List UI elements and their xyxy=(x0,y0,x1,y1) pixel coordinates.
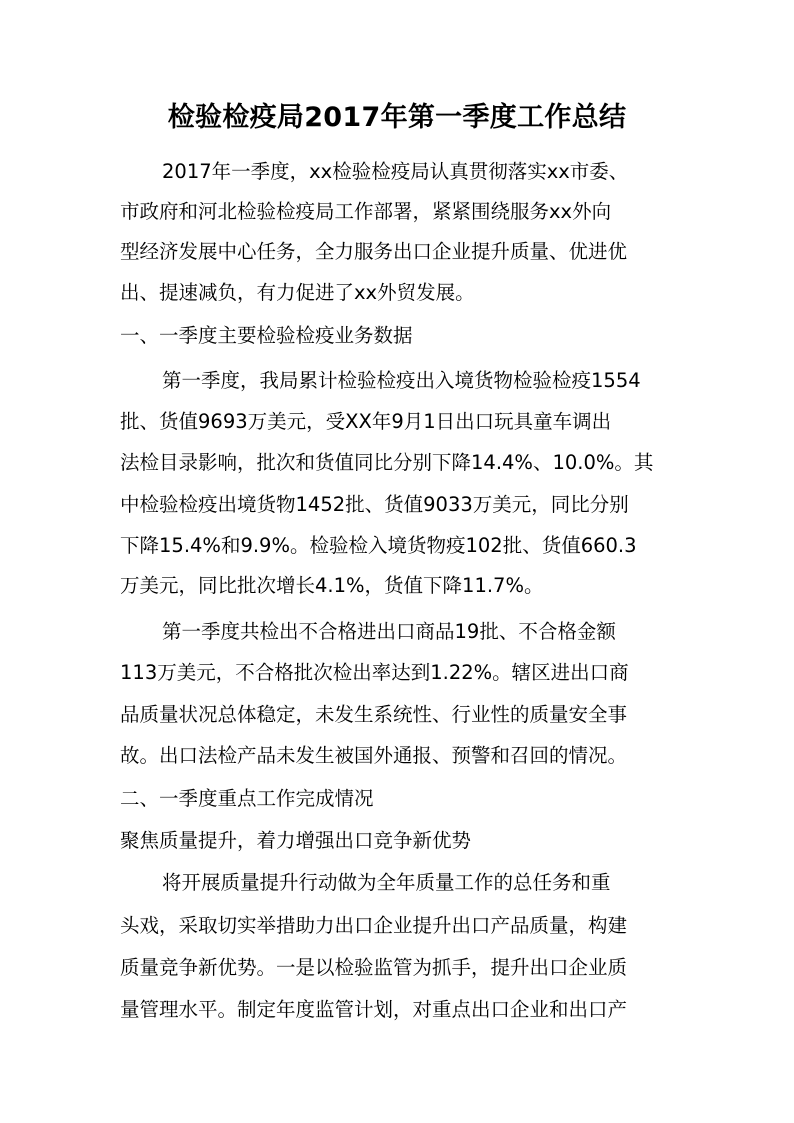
paragraph-line: 量管理水平。制定年度监管计划，对重点出口企业和出口产 xyxy=(120,998,628,1021)
paragraph-line: 113万美元，不合格批次检出率达到1.22%。辖区进出口商 xyxy=(120,661,629,684)
paragraph-line: 品质量状况总体稳定，未发生系统性、行业性的质量安全事 xyxy=(120,703,628,726)
section-heading: 一、一季度主要检验检疫业务数据 xyxy=(120,324,413,347)
paragraph-line: 第一季度共检出不合格进出口商品19批、不合格金额 xyxy=(162,620,616,643)
paragraph-line: 批、货值9693万美元，受XX年9月1日出口玩具童车调出 xyxy=(120,410,612,433)
paragraph-line: 质量竞争新优势。一是以检验监管为抓手，提升出口企业质 xyxy=(120,956,628,979)
document-title: 检验检疫局2017年第一季度工作总结 xyxy=(167,102,627,133)
paragraph-line: 出、提速减负，有力促进了xx外贸发展。 xyxy=(120,281,475,304)
paragraph-line: 故。出口法检产品未发生被国外通报、预警和召回的情况。 xyxy=(120,744,628,767)
paragraph-line: 头戏，采取切实举措助力出口企业提升出口产品质量，构建 xyxy=(120,914,628,937)
section-heading: 二、一季度重点工作完成情况 xyxy=(120,787,374,810)
paragraph-line: 万美元，同比批次增长4.1%，货值下降11.7%。 xyxy=(120,574,544,597)
paragraph-line: 第一季度，我局累计检验检疫出入境货物检验检疫1554 xyxy=(162,369,641,392)
paragraph-line: 将开展质量提升行动做为全年质量工作的总任务和重 xyxy=(162,871,611,894)
paragraph-line: 下降15.4%和9.9%。检验检入境货物疫102批、货值660.3 xyxy=(120,534,637,557)
paragraph-line: 中检验检疫出境货物1452批、货值9033万美元，同比分别 xyxy=(120,493,629,516)
subsection-heading: 聚焦质量提升，着力增强出口竞争新优势 xyxy=(120,829,472,852)
paragraph-line: 市政府和河北检验检疫局工作部署，紧紧围绕服务xx外向 xyxy=(120,200,612,223)
paragraph-line: 型经济发展中心任务，全力服务出口企业提升质量、优进优 xyxy=(120,240,628,263)
paragraph-line: 2017年一季度，xx检验检疫局认真贯彻落实xx市委、 xyxy=(162,160,629,183)
paragraph-line: 法检目录影响，批次和货值同比分别下降14.4%、10.0%。其 xyxy=(120,451,654,474)
